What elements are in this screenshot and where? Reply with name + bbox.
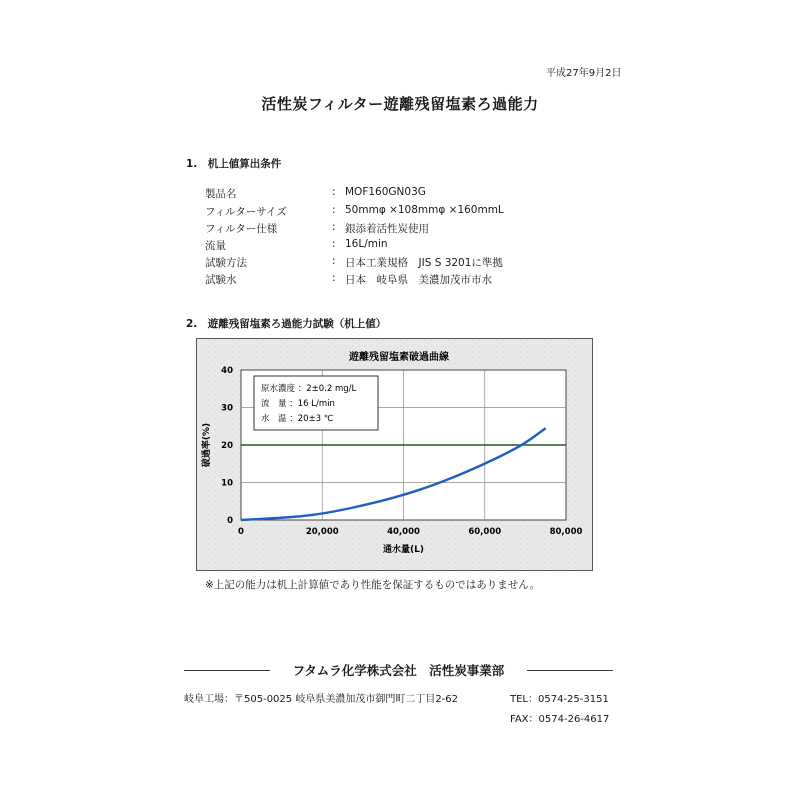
fax-number: FAX：0574-26-4617 [510, 714, 610, 725]
company-divider-right [527, 670, 613, 671]
telephone: TEL：0574-25-3151 [510, 694, 609, 705]
spec-value-size: 50mmφ ×108mmφ ×160mmL [345, 204, 504, 216]
section2-heading: 2. 遊離残留塩素ろ過能力試験（机上値） [186, 318, 387, 330]
conditions-line: 水 温 ：20±3 ℃ [261, 414, 334, 424]
spec-colon: : [332, 238, 336, 250]
section1-heading: 1. 机上値算出条件 [186, 158, 282, 170]
y-tick-label: 0 [227, 516, 233, 526]
conditions-line: 原水濃度 ：2±0.2 mg/L [261, 384, 357, 394]
y-tick-label: 40 [221, 366, 233, 376]
y-tick-label: 20 [221, 441, 233, 451]
spec-value-flow: 16L/min [345, 238, 388, 250]
spec-colon: : [332, 204, 336, 216]
spec-value-product: MOF160GN03G [345, 186, 426, 198]
company-divider-left [184, 670, 270, 671]
spec-label-water: 試験水 [205, 274, 237, 286]
x-tick-label: 80,000 [549, 527, 583, 537]
x-tick-label: 20,000 [305, 527, 339, 537]
spec-colon: : [332, 186, 336, 198]
spec-value-spec: 銀添着活性炭使用 [345, 223, 429, 235]
spec-label-product: 製品名 [205, 188, 237, 200]
spec-colon: : [332, 255, 336, 267]
spec-label-spec: フィルター仕様 [205, 223, 278, 235]
conditions-line: 流 量 ：16 L/min [261, 399, 335, 409]
document-date: 平成27年9月2日 [546, 68, 622, 79]
spec-label-size: フィルターサイズ [205, 206, 287, 218]
x-tick-label: 0 [238, 527, 244, 537]
breakthrough-chart [196, 338, 593, 571]
x-tick-label: 60,000 [468, 527, 502, 537]
y-tick-label: 30 [221, 403, 233, 414]
x-tick-label: 40,000 [387, 527, 420, 537]
spec-value-method: 日本工業規格 JIS S 3201に準拠 [345, 257, 503, 269]
spec-label-method: 試験方法 [205, 257, 247, 269]
spec-label-flow: 流量 [205, 240, 226, 252]
x-axis-label: 通水量(L) [383, 545, 424, 555]
chart-svg [196, 338, 593, 571]
y-tick-label: 10 [221, 478, 233, 489]
chart-title: 遊離残留塩素破過曲線 [349, 352, 449, 363]
spec-value-water: 日本 岐阜県 美濃加茂市市水 [345, 274, 492, 286]
spec-colon: : [332, 221, 336, 233]
factory-address: 岐阜工場：〒505-0025 岐阜県美濃加茂市御門町二丁目2-62 [184, 694, 459, 705]
spec-colon: : [332, 272, 336, 284]
disclaimer-note: ※上記の能力は机上計算値であり性能を保証するものではありません。 [205, 579, 540, 591]
document-title: 活性炭フィルター遊離残留塩素ろ過能力 [261, 95, 539, 113]
company-name: フタムラ化学株式会社 活性炭事業部 [292, 663, 505, 678]
y-axis-label: 破過率(%) [202, 422, 212, 468]
